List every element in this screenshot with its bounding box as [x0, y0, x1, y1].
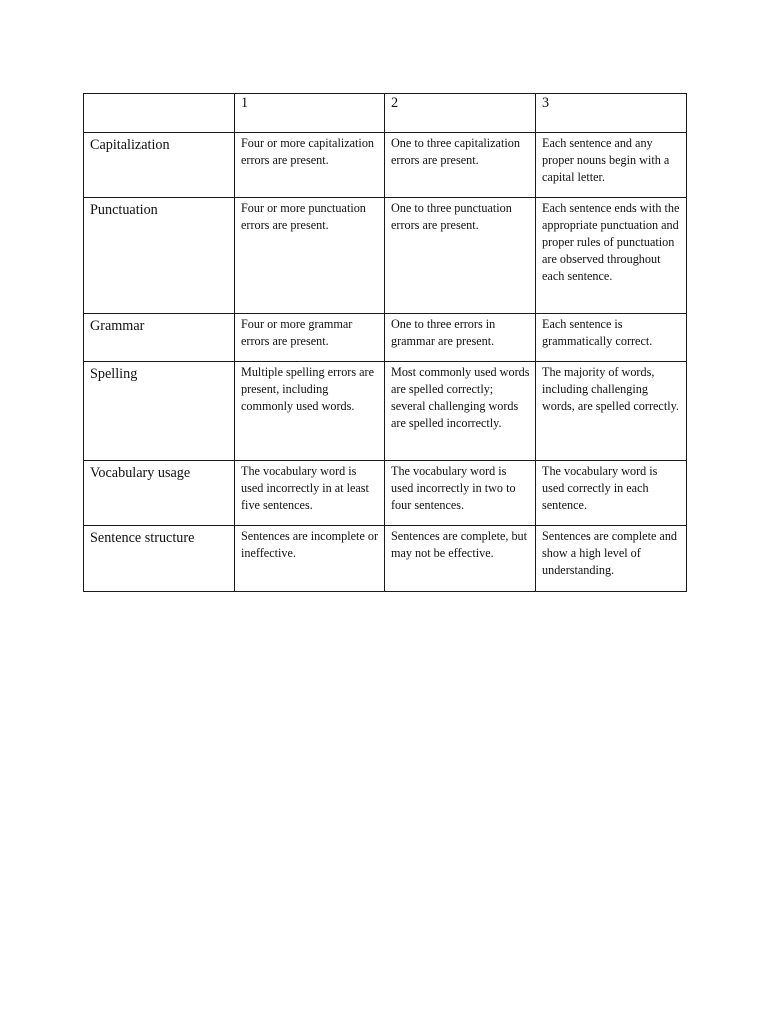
table-row [84, 461, 687, 526]
header-row [84, 94, 687, 133]
criterion-capitalization: Capitalization [84, 133, 235, 198]
table-row [84, 362, 687, 461]
table-cell: Four or more capitalization errors are present. [235, 133, 385, 198]
rubric-table [83, 93, 687, 592]
table-cell: Sentences are complete, but may not be effective. [385, 526, 536, 592]
criterion-sentence-structure: Sentence structure [84, 526, 235, 592]
table-cell: The vocabulary word is used correctly in each sentence. [536, 461, 687, 526]
table-cell: One to three punctuation errors are present. [385, 198, 536, 314]
criterion-vocabulary-usage: Vocabulary usage [84, 461, 235, 526]
header-cell-score-3: 3 [536, 94, 687, 133]
header-cell-empty [84, 94, 235, 133]
table-row [84, 526, 687, 592]
table-cell: The majority of words, including challenging words, are spelled correctly. [536, 362, 687, 461]
table-cell: Each sentence ends with the appropriate punctuation and proper rules of punctuation are observed throughout each sentence. [536, 198, 687, 314]
criterion-punctuation: Punctuation [84, 198, 235, 314]
criterion-spelling: Spelling [84, 362, 235, 461]
table-cell: Most commonly used words are spelled correctly; several challenging words are spelled incorrectly. [385, 362, 536, 461]
table-row [84, 198, 687, 314]
table-cell: The vocabulary word is used incorrectly in at least five sentences. [235, 461, 385, 526]
table-row [84, 314, 687, 362]
table-cell: Each sentence is grammatically correct. [536, 314, 687, 362]
table-cell: Four or more grammar errors are present. [235, 314, 385, 362]
header-cell-score-2: 2 [385, 94, 536, 133]
table-cell: One to three errors in grammar are present. [385, 314, 536, 362]
table-cell: The vocabulary word is used incorrectly in two to four sentences. [385, 461, 536, 526]
table-row [84, 133, 687, 198]
table-cell: Sentences are complete and show a high level of understanding. [536, 526, 687, 592]
table-cell: Each sentence and any proper nouns begin with a capital letter. [536, 133, 687, 198]
criterion-grammar: Grammar [84, 314, 235, 362]
table-cell: Multiple spelling errors are present, including commonly used words. [235, 362, 385, 461]
table-cell: One to three capitalization errors are present. [385, 133, 536, 198]
table-cell: Four or more punctuation errors are present. [235, 198, 385, 314]
header-cell-score-1: 1 [235, 94, 385, 133]
table-cell: Sentences are incomplete or ineffective. [235, 526, 385, 592]
